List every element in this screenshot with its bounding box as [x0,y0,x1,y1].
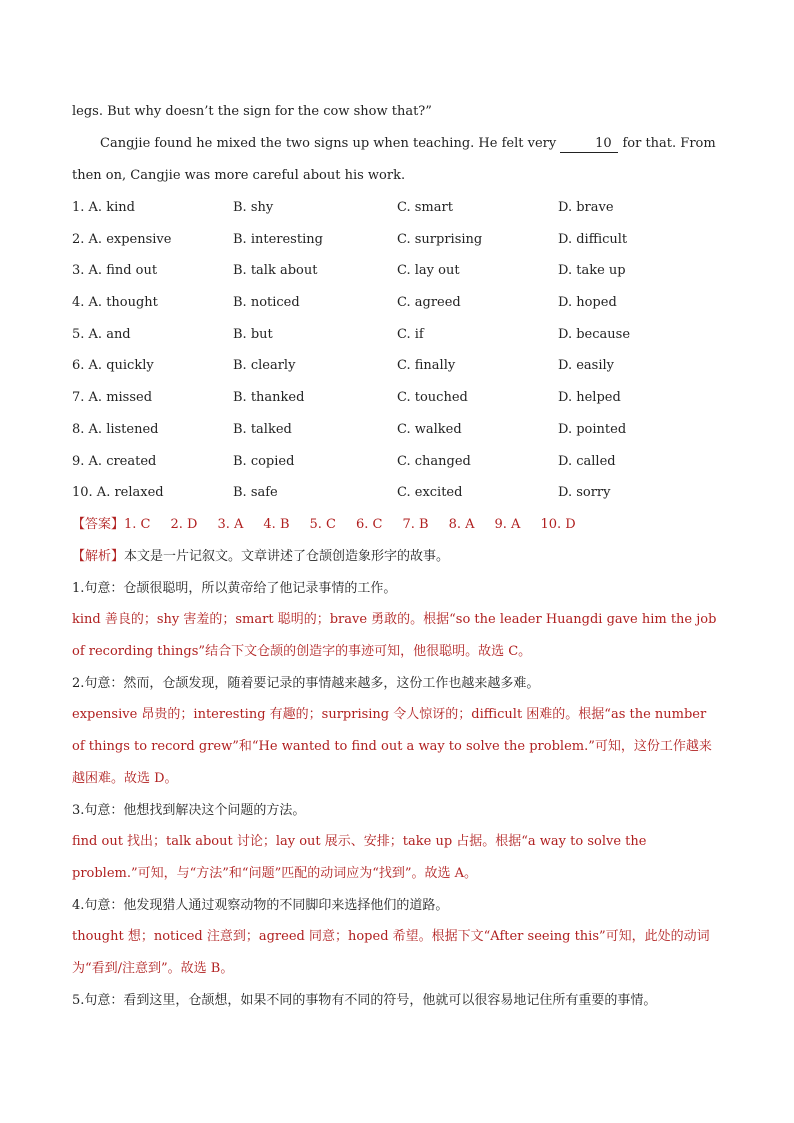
option-a: 7. A. missed [72,390,153,406]
option-c: C. smart [397,200,453,215]
option-d: D. difficult [558,231,628,247]
q5-meaning: 5.句意：看到这里，仓颉想，如果不同的事物有不同的符号，他就可以很容易地记住所有重要的事情。 [72,992,657,1008]
q4-explanation: thought 想；noticed 注意到；agreed 同意；hoped 希望。根据下文“After seeing this”可知，此处的动词为“看到/注意到”。故选 B。 [72,929,710,977]
q3-explanation: find out 找出；talk about 讨论；lay out 展示、安排；take up 占据。根据“a way to solve the problem.”可知，与“方法”和“问题”匹配的动词应为“找到”。故选 A。 [72,834,647,881]
q4-meaning: 4.句意：他发现猎人通过观察动物的不同脚印来选择他们的道路。 [72,897,449,913]
option-b: B. talk about [233,263,318,279]
option-b: B. copied [233,453,295,469]
answer-item: 8. A [448,516,475,532]
option-row-4 [72,287,722,319]
passage-paragraph [72,128,722,192]
option-c: C. finally [397,358,456,374]
answer-item: 3. A [217,516,244,532]
option-c: C. touched [397,390,468,406]
blank-10: 10 [560,136,618,153]
answer-item: 4. B [263,516,290,532]
option-b: B. interesting [233,231,323,247]
answer-tag: 【答案】 [72,516,125,532]
answer-item: 2. D [170,516,198,532]
option-a: 4. A. thought [72,295,158,311]
option-c: C. surprising [397,231,483,247]
option-c: C. lay out [397,263,460,279]
option-row-8 [72,414,722,446]
option-b: B. but [233,326,273,342]
option-row-1 [72,192,722,224]
option-row-2 [72,224,722,256]
passage-text: Cangjie found he mixed the two signs up when teaching. He felt very [100,136,561,151]
option-a: 3. A. find out [72,263,158,279]
q2-explanation: expensive 昂贵的；interesting 有趣的；surprising 令人惊讶的；difficult 困难的。根据“as the number of things to record grew”和“He wanted to find out a way to solve the problem.”可知，这份工作越来越困难。故选 D。 [72,707,712,786]
q1-meaning: 1.句意：仓颉很聪明，所以黄帝给了他记录事情的工作。 [72,580,397,596]
q3-meaning: 3.句意：他想找到解决这个问题的方法。 [72,802,306,818]
option-b: B. thanked [233,390,305,406]
option-b: B. noticed [233,295,300,311]
options-list [72,192,722,509]
passage-line: legs. But why doesn’t the sign for the cow show that?” [72,104,432,119]
option-d: D. pointed [558,421,627,437]
option-d: D. hoped [558,295,617,311]
option-d: D. take up [558,263,626,279]
option-b: B. talked [233,421,292,437]
option-b: B. shy [233,200,274,215]
option-a: 10. A. relaxed [72,485,164,501]
option-d: D. because [558,326,631,342]
answer-item: 1. C [124,516,151,532]
option-d: D. easily [558,358,614,374]
analysis-intro-text: 本文是一片记叙文。文章讲述了仓颉创造象形字的故事。 [124,548,450,564]
option-a: 1. A. kind [72,200,135,215]
option-row-3 [72,255,722,287]
option-a: 6. A. quickly [72,358,154,374]
option-c: C. excited [397,485,463,501]
document-page [72,96,722,1016]
passage-text: for that. From then on, Cangjie was more careful about his work. [72,136,716,183]
option-d: D. called [558,453,616,469]
q2-meaning: 2.句意：然而，仓颉发现，随着要记录的事情越来越多，这份工作也越来越多难。 [72,675,540,691]
answer-item: 10. D [540,516,576,532]
option-d: D. sorry [558,485,611,501]
option-b: B. clearly [233,358,296,374]
answer-key [72,509,722,541]
option-d: D. helped [558,390,621,406]
option-a: 8. A. listened [72,421,159,437]
option-row-7 [72,382,722,414]
option-c: C. walked [397,421,462,437]
option-a: 2. A. expensive [72,231,172,247]
answer-item: 6. C [355,516,383,532]
option-b: B. safe [233,485,278,501]
option-c: C. agreed [397,295,461,311]
option-row-9 [72,446,722,478]
answer-item: 5. C [309,516,336,532]
option-c: C. if [397,326,424,342]
q1-explanation: kind 善良的；shy 害羞的；smart 聪明的；brave 勇敢的。根据“so the leader Huangdi gave him the job of recording things”结合下文仓颉的创造字的事迹可知，他很聪明。故选 C。 [72,612,717,659]
option-row-6 [72,350,722,382]
option-c: C. changed [397,453,471,469]
option-a: 5. A. and [72,326,131,342]
answer-item: 9. A [494,516,521,532]
option-row-10 [72,477,722,509]
option-d: D. brave [558,200,614,215]
analysis-tag: 【解析】 [72,548,125,564]
option-row-5 [72,319,722,351]
option-a: 9. A. created [72,453,157,469]
answer-item: 7. B [402,516,429,532]
analysis-intro [72,541,722,573]
